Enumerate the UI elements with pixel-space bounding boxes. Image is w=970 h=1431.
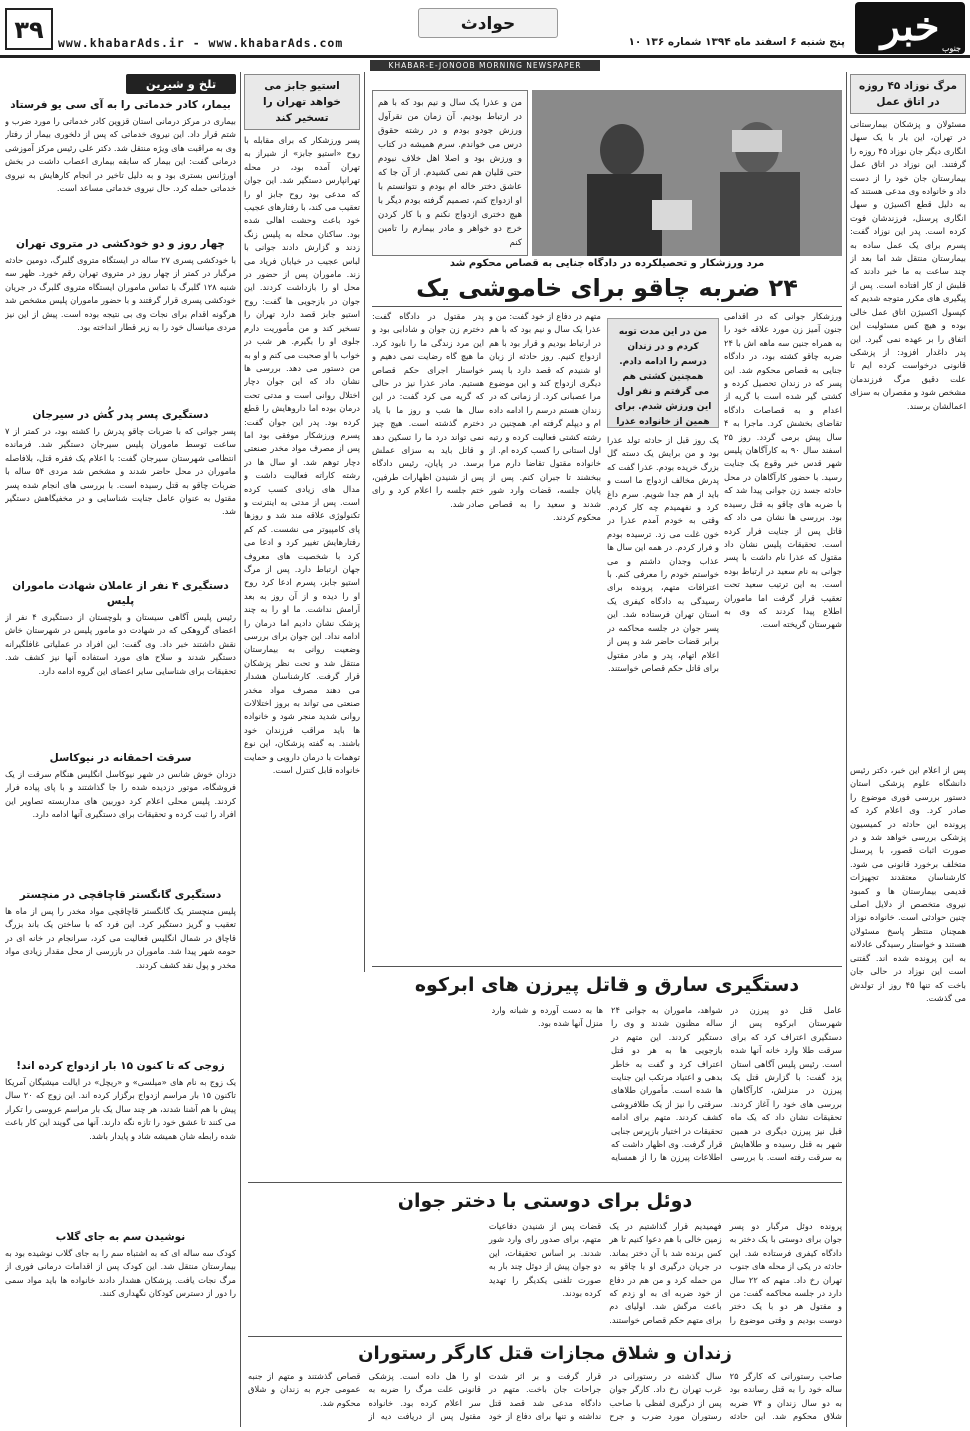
right-column-title: مرگ نوزاد ۴۵ روزه در اتاق عمل bbox=[850, 74, 966, 114]
story4-headline: زندان و شلاق مجازات قتل کارگر رستوران bbox=[358, 1343, 732, 1364]
brief-headline: سرقت احمقانه در نیوکاسل bbox=[49, 752, 192, 764]
brief-body: با خودکشی پسری ۲۷ ساله در ایستگاه متروی گلبرگ، دومین حادثه مرگبار در کمتر از چهار روز در متروی تهران رقم خورد. ظهر سه شنبه ۱۲۸ گلبرگ با تماس ماموران ایستگاه متروی گلبرگ در جریان خودکشی پسری قرار گرفتند و با حضور ماموران پلیس مشخص شد هرگونه اقدام برای نجات وی بی نتیجه بوده است. پیش از این نیز مردی میانسال خود را به زیر قطار انداخته بود. bbox=[5, 255, 236, 333]
lead-headline: ۲۴ ضربه چاقو برای خاموشی یک bbox=[416, 274, 798, 302]
brief-body: کودک سه ساله ای که به اشتباه سم را به جای گلاب نوشیده بود به بیمارستان منتقل شد. این کودک پس از اقدامات درمانی فوری از مرگ نجات یافت. پزشکان هشدار دادند خانواده ها باید مواد سمی را دور از دسترس کودکان نگهداری کنند. bbox=[5, 1248, 236, 1299]
lead-column-1: ورزشکار جوانی که در اقدامی جنون آمیز زن مورد علاقه خود را به همراه جنین سه ماهه اش با ۲۴ ضربه چاقو کشته بود، در دادگاه جنایی به قصاص محکوم شد. این پسر که در زندان تحصیل کرده و کشتی گیر شده است با گریه از اعدام و به قصاصات دادگاه تقاضای بخشش کرد. ماجرا به ۴ سال پیش برمی گردد. روز ۲۵ اسفند سال ۹۰ به کارآگاهان پلیس شهر قدس خبر وقوع یک جنایت رسید. با حضور کارآگاهان در محل حادثه جسد زن جوانی پیدا شد که با ضربه های چاقو به قتل رسیده بود. بررسی ها نشان می داد که قاتل پس از جنایت فرار کرده است. تحقیقات پلیس نشان داد مقتول که عذرا نام داشت با پسر جوانی به نام سعید در ارتباط بوده است. به این ترتیب سعید تحت تعقیب قرار گرفت اما ماموران اطلاع پیدا کردند که وی به شهرستان گریخته است. bbox=[724, 311, 842, 630]
story2-headline: دستگیری سارق و قاتل پیرزن های ابرکوه bbox=[414, 974, 800, 996]
lead-pullquote: من در این مدت توبه کردم و در زندان درسم را ادامه دادم. همچنین کشتی هم می گرفتم و نفر اول این ورزش شدم. برای همین از خانواده عذرا bbox=[607, 318, 719, 428]
right-column bbox=[850, 74, 966, 1424]
briefs-column bbox=[5, 74, 236, 1426]
brief-body: بیماری در مرکز درمانی استان قزوین کادر خدماتی را مورد ضرب و شتم قرار داد. این نیروی خدماتی که پس از دلخوری بیمار از رفتار وی به مراقبت های ویژه منتقل شد. دکتر علی رئیس مرکز آموزشی درمانی گفت: این بیمار که سابقه بیماری اعصاب داشت در بخش اورژانس بستری بود و به دلیل تاخیر در انجام کارهایش به نیروی خدماتی حمله کرد. حال نیروی خدماتی مساعد است. bbox=[5, 116, 236, 194]
lead-kicker: مرد ورزشکار و تحصیلکرده در دادگاه جنایی به قصاص محکوم شد bbox=[449, 258, 765, 269]
story2-body: عامل قتل دو پیرزن در شهرستان ابرکوه پس از دستگیری اعتراف کرد که برای سرقت طلا وارد خانه آنها شده است. رئیس پلیس آگاهی استان یزد گفت: با گزارش قتل یک پیرزن در منزلش، کارآگاهان بررسی های خود را آغاز کردند. تحقیقات نشان داد که یک ماه قبل نیز پیرزن دیگری در همین شهر به قتل رسیده و طلاهایش به سرقت رفته است. با بررسی شواهد، ماموران به جوانی ۲۴ ساله مظنون شدند و وی را دستگیر کردند. این متهم در بازجویی ها به هر دو قتل اعتراف کرد و گفت به خاطر بدهی و اعتیاد مرتکب این جنایت ها شده است. مأموران طلاهای سرقتی را نیز از یک طلافروشی کشف کردند. متهم برای ادامه تحقیقات در اختیار بازپرس جنایی قرار گرفت. وی اظهار داشت که اطلاعات پیرزن ها را از همسایه ها به دست آورده و شبانه وارد منزل آنها شده بود. bbox=[491, 1005, 842, 1163]
brief-headline: دستگیری پسر پدر کُش در سیرجان bbox=[32, 409, 209, 421]
brief-item bbox=[5, 579, 236, 747]
story3-body: پرونده دوئل مرگبار دو پسر جوان برای دوستی با یک دختر به دادگاه کیفری فرستاده شد. این حادثه در یکی از محله های جنوب تهران رخ داد. متهم که ۲۲ سال دارد در جلسه محاکمه گفت: من و مقتول هر دو با یک دختر دوست بودیم و وقتی موضوع را فهمیدیم قرار گذاشتیم در یک زمین خالی با هم دعوا کنیم تا هر کس برنده شد با آن دختر بماند. در جریان درگیری او با چاقو به من حمله کرد و من هم در دفاع از خود ضربه ای به او زدم که باعث مرگش شد. اولیای دم برای متهم حکم قصاص خواستند. قضات پس از شنیدن دفاعیات متهم، برای صدور رای وارد شور شدند. بر اساس تحقیقات، این دو جوان پیش از دوئل چند بار به صورت تلفنی یکدیگر را تهدید کرده بودند. bbox=[488, 1221, 842, 1325]
brief-body: رئیس پلیس آگاهی سیستان و بلوچستان از دستگیری ۴ نفر از اعضای گروهکی که در شهادت دو مامور پلیس در شهرستان خاش نقش داشتند خبر داد. وی گفت: این افراد در عملیاتی غافلگیرانه دستگیر شدند و سلاح های مورد استفاده آنها نیز کشف شد. تحقیقات برای شناسایی سایر اعضای این گروه ادامه دارد. bbox=[5, 612, 236, 676]
brief-body: دزدان خوش شانس در شهر نیوکاسل انگلیس هنگام سرقت از یک فروشگاه، موتور دزدیده شده را جا گذاشتند و با پای پیاده فرار کردند. پلیس محلی اعلام کرد دوربین های مداربسته تصاویر این افراد را ثبت کرده و تحقیقات برای دستگیری آنها ادامه دارد. bbox=[5, 769, 236, 820]
brief-headline: نوشیدن سم به جای گلاب bbox=[55, 1231, 186, 1243]
brief-item bbox=[5, 1230, 236, 1357]
right-column-body-2: پس از اعلام این خبر، دکتر رئیس دانشگاه علوم پزشکی استان دستور بررسی فوری موضوع را صادر کرد. وی اعلام کرد که پرونده این حادثه در کمیسیون پزشکی بررسی خواهد شد و در صورت اثبات قصور، با پرسنل متخلف برخورد قانونی می شود. کارشناسان معتقدند تجهیزات قدیمی بیمارستان ها و کمبود نیروی متخصص از دلایل اصلی چنین حوادثی است. خانواده نوزاد همچنان منتظر پاسخ مسئولان هستند و خواستار رسیدگی عادلانه به این پرونده شده اند. گفتنی است این نوزاد در حالی جان باخت که تنها ۴۵ روز از تولدش می گذشت. bbox=[850, 765, 966, 1003]
briefs-tag: تلخ و شیرین bbox=[126, 74, 236, 94]
side-story-title: استیو جابز می خواهد تهران را تسخیر کند bbox=[244, 74, 360, 130]
lead-photo bbox=[532, 90, 842, 256]
brief-item bbox=[5, 751, 236, 884]
brief-headline: بیمار، کادر خدماتی را به آی سی یو فرستاد bbox=[10, 99, 231, 111]
brief-headline: چهار روز و دو خودکشی در متروی تهران bbox=[16, 238, 225, 250]
brief-item bbox=[5, 1059, 236, 1226]
brief-item bbox=[5, 888, 236, 1055]
brief-headline: زوجی که تا کنون ۱۵ بار ازدواج کرده اند! bbox=[16, 1060, 225, 1072]
page-number: ۳۹ bbox=[5, 8, 53, 50]
story3-headline: دوئل برای دوستی با دختر جوان bbox=[397, 1190, 693, 1212]
side-story bbox=[244, 74, 360, 1178]
brief-item bbox=[5, 408, 236, 575]
story4-body: صاحب رستورانی که کارگر ۲۵ ساله خود را به قتل رسانده بود به دو سال زندان و ۷۴ ضربه شلاق محکوم شد. این حادثه سال گذشته در رستورانی در غرب تهران رخ داد. کارگر جوان پس از درگیری لفظی با صاحب رستوران مورد ضرب و جرح قرار گرفت و بر اثر شدت جراحات جان باخت. متهم در دادگاه مدعی شد قصد قتل نداشته و تنها برای دفاع از خود او را هل داده است. پزشکی قانونی علت مرگ را ضربه به سر اعلام کرده بود. خانواده مقتول پس از دریافت دیه از قصاص گذشتند و متهم از جنبه عمومی جرم به زندان و شلاق محکوم شد. bbox=[248, 1371, 842, 1422]
brief-body: پسر جوانی که با ضربات چاقو پدرش را کشته بود، در کمتر از ۷ ساعت توسط ماموران پلیس سیرجان دستگیر شد. فرمانده انتظامی شهرستان سیرجان گفت: با اعلام یک فقره قتل، بلافاصله ماموران در محل حاضر شدند و مشخص شد مردی ۵۴ ساله با ضربات چاقو به قتل رسیده است. با بررسی های انجام شده پسر مقتول به عنوان عامل جنایت شناسایی و در مخفیگاهش دستگیر شد. bbox=[5, 426, 236, 517]
masthead-strip: KHABAR-E-JONOOB MORNING NEWSPAPER bbox=[370, 60, 600, 71]
brief-headline: دستگیری گانگستر قاچاقچی در منچستر bbox=[19, 889, 222, 901]
lead-column-2: یک روز قبل از حادثه تولد عذرا بود و من برایش یک دسته گل بزرگ خریده بودم. عذرا گفت که پدرش مخالف ازدواج ما است و باید از هم جدا شویم. سرم داغ کرد و نفهمیدم چه کار کردم. وقتی به خودم آمدم عذرا در خون غلت می زد. ترسیده بودم و فرار کردم. در همه این سال ها عذاب وجدان داشتم و می خواستم خودم را معرفی کنم. با اعترافات متهم، پرونده برای رسیدگی به دادگاه کیفری یک استان تهران فرستاده شد. این پسر جوان در جلسه محاکمه در برابر قضات حاضر شد و پس از اعلام اتهام، پدر و مادر مقتول برای قاتل حکم قصاص خواستند. bbox=[607, 435, 719, 673]
brief-body: پلیس منچستر یک گانگستر قاچاقچی مواد مخدر را پس از ماه ها تعقیب و گریز دستگیر کرد. این فرد که با ساختن یک باند بزرگ قاچاق در شمال انگلیس فعالیت می کرد، سرانجام در خانه ای در حومه شهر پیدا شد. ماموران در بازرسی از محل مقدار زیادی مواد مخدر و پول نقد کشف کردند. bbox=[5, 906, 236, 970]
lead-column-4: پدر مقتول در دادگاه گفت: دخترم زن جوان و شادابی بود و این مرد زندگی ما را نابود کرد. ما هیچ گاه رضایت نمی دهیم و خواستار اجرای حکم قصاص هستیم. مادر عذرا نیز در حالی که گریه می کرد گفت: در این سال ها شب و روز ما با یاد دخترم گذشته است. هیچ چیز نمی تواند درد ما را تسکین دهد و قاتل باید به سزای عملش برسد. در پایان، رئیس دادگاه پس از شنیدن اظهارات طرفین، ختم جلسه را اعلام کرد و رای صادر شد. bbox=[372, 311, 484, 509]
brief-body: یک زوج به نام های «میلسی» و «ریچل» در ایالت میشیگان آمریکا تاکنون ۱۵ بار مراسم ازدواج برگزار کرده اند. این زوج که ۲۰ سال پیش با هم آشنا شدند، هر چند سال یک بار مراسم عروسی را تکرار می کنند تا عشق خود را تازه نگه دارند. آنها می گویند این کار باعث شده رابطه شان همیشه شاد و پایدار باشد. bbox=[5, 1077, 236, 1141]
dateline: پنج شنبه ۶ اسفند ماه ۱۳۹۴ شماره ۱۳۶ ۱۰ bbox=[628, 36, 845, 48]
section-title: حوادث bbox=[418, 8, 558, 38]
lead-quote: من و عذرا یک سال و نیم بود که با هم در ارتباط بودیم. آن زمان من نقرآول ورزش جودو بودم و در رشته حقوق درس می خواندم. سرم همیشه در کتاب و ورزش بود و اصلا اهل خلاف نبودم حتی قلیان هم نمی کشیدم. از آن جا که عاشق دختر خاله ام بودم و نتوانستم با او ازدواج کنم، تصمیم گرفته بودم دیگر با هیچ دختری ازدواج نکنم و با کار کردن خرج دو خواهر و مادر بیمارم را تامین کنم bbox=[378, 98, 522, 248]
right-column-body: مسئولان و پزشکان بیمارستانی در تهران، این بار با یک سهل انگاری دیگر جان نوزاد ۴۵ روزه را گرفتند. این نوزاد در اتاق عمل بیمارستان جان خود را از دست داد و خانواده وی مدعی هستند که به دلیل قطع اکسیژن و سهل انگاری پرسنل، فرزندشان فوت کرده است. پدر این نوزاد گفت: پسرم برای یک عمل ساده به بیمارستان منتقل شد اما بعد از چند ساعت به ما خبر دادند که قلبش از کار افتاده است. پس از پیگیری های مکرر متوجه شدیم که کپسول اکسیژن اتاق عمل خالی بوده و هیچ کس مسئولیت این اتفاق را بر عهده نمی گیرد. این پدر داغدار افزود: از پزشکی قانونی درخواست کرده ایم تا علت دقیق مرگ فرزندمان مشخص شود و مقصران به سزای اعمالشان برسند. bbox=[850, 119, 966, 411]
brief-item bbox=[5, 237, 236, 404]
lead-quote-box bbox=[372, 90, 528, 256]
brief-item bbox=[5, 98, 236, 233]
brief-headline: دستگیری ۴ نفر از عاملان شهادت ماموران پلیس bbox=[12, 580, 229, 607]
website-links[interactable]: www.khabarAds.ir - www.khabarAds.com bbox=[58, 36, 344, 50]
newspaper-logo: خبر جنوب bbox=[855, 2, 965, 54]
lead-column-3: متهم در دفاع از خود گفت: من و عذرا یک سال و نیم بود که با هم در ارتباط بودیم و قرار بود با هم ازدواج کنیم. روز حادثه از زبان او شنیدم که قصد دارد با پسر دیگری ازدواج کند و این موضوع مرا عصبانی کرد. از زمانی که در زندان هستم درسم را ادامه داده ام و دیپلم گرفته ام. همچنین در رشته کشتی فعالیت کرده و رتبه اول استانی را کسب کرده ام. از خانواده مقتول تقاضا دارم مرا ببخشند تا جبران کنم. پس از پایان جلسه، قضات وارد شور شدند و سعید را به قصاص محکوم کردند. bbox=[489, 311, 601, 523]
side-story-body: پسر ورزشکار که برای مقابله با روح «استیو جابز» از شیراز به تهران آمده بود، در محله تهرانپارس دستگیر شد. این جوان که مدعی بود روح جابز او را تعقیب می کند، با رفتارهای عجیب خود باعث وحشت اهالی شده بود. ساکنان محله به پلیس زنگ زدند و گزارش دادند جوانی با لباس عجیب در خیابان فریاد می زند. ماموران پس از حضور در محل او را بازداشت کردند. این جوان در بازجویی ها گفت: روح استیو جابز قصد دارد تهران را تسخیر کند و من مأموریت دارم جلوی او را بگیرم. هر شب در خواب با او صحبت می کنم و او به من دستور می دهد. بررسی ها نشان داد که این جوان دچار اختلال روانی است و مدتی تحت درمان بوده اما داروهایش را قطع کرده بود. پدر این جوان گفت: پسرم ورزشکار موفقی بود اما پس از مصرف مواد مخدر صنعتی دچار توهم شد. او سال ها در رشته کاراته فعالیت داشت و مدال های زیادی کسب کرده است. پس از مدتی به اینترنت و تکنولوژی علاقه مند شد و روزها پای کامپیوتر می نشست. کم کم رفتارهایش تغییر کرد و ادعا می کرد با شخصیت های معروف جهان ارتباط دارد. پس از مرگ استیو جابز، پسرم ادعا کرد روح او را دیده و از آن روز به بعد آرامش نداشت. ما او را به چند پزشک نشان دادیم اما درمان را ادامه نداد. این جوان برای بررسی وضعیت روانی به بیمارستان منتقل شد و تحت نظر پزشکان قرار گرفت. کارشناسان هشدار می دهند مصرف مواد مخدر صنعتی می تواند به بروز اختلالات روانی شدید منجر شود و خانواده ها باید مراقب فرزندان خود باشند. به گفته پزشکان، این نوع توهمات با درمان دارویی و حمایت خانواده قابل کنترل است. bbox=[244, 135, 360, 776]
courtroom-photo-icon bbox=[532, 90, 842, 256]
